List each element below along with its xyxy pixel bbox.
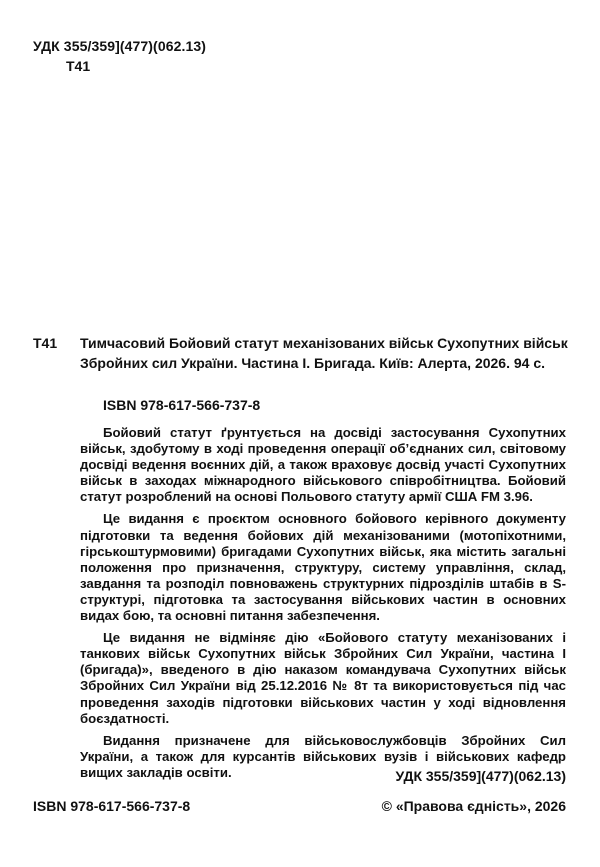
abstract-paragraph-3: Це видання не відміняє дію «Бойового статуту механізованих і танкових військ Сухопутних військ Збройних Сил України, частина І (бригада)», введеного в дію наказом командувача Сухопутних військ Збройних Сил України від 25.12.2016 № 8т та використовується під час проведення заходів підготовки військових частин у ході відновлення боєздатності. <box>80 630 566 726</box>
copyright-notice: © «Правова єдність», 2026 <box>381 798 566 814</box>
abstract-paragraph-1: Бойовий статут ґрунтується на досвіді застосування Сухопутних військ, здобутому в ході проведення операції об’єднаних сил, світовому досвіді ведення воєнних дій, а також враховує досвід участі Сухопутних військ в заходах міжнародного військового співробітництва. Бойовий статут розроблений на основі Польового статуту армії США FM 3.96. <box>80 425 566 505</box>
isbn-footer: ISBN 978-617-566-737-8 <box>33 798 191 814</box>
record-author-code: Т41 <box>33 335 58 351</box>
abstract-paragraph-4: Видання призначене для військовослужбовців Збройних Сил України, а також для курсантів військових вузів і військових кафедр вищих закладів освіти. <box>80 732 566 780</box>
title-line-1: Тимчасовий Бойовий статут механізованих військ Сухопутних військ <box>80 335 568 351</box>
isbn-record: ISBN 978-617-566-737-8 <box>103 397 261 413</box>
udk-classification-bottom: УДК 355/359](477)(062.13) <box>395 768 566 784</box>
udk-classification-top: УДК 355/359](477)(062.13) <box>33 38 207 54</box>
title-line-2: Збройних сил України. Частина І. Бригада. Київ: Алерта, 2026. 94 с. <box>80 355 546 371</box>
abstract-paragraph-2: Це видання є проєктом основного бойового керівного документу підготовки та ведення бойових дій механізованими (мотопіхотними, гірськоштурмовими) бригадами Сухопутних військ, яка містить загальні положення про призначення, структуру, систему управління, склад, завдання та розподіл повноважень структурних підрозділів штабів в S-структурі, підготовка та застосування військових частин в основних видах бою, та основні питання забезпечення. <box>80 511 566 624</box>
author-code-top: Т41 <box>66 58 91 74</box>
abstract-block <box>80 425 566 781</box>
